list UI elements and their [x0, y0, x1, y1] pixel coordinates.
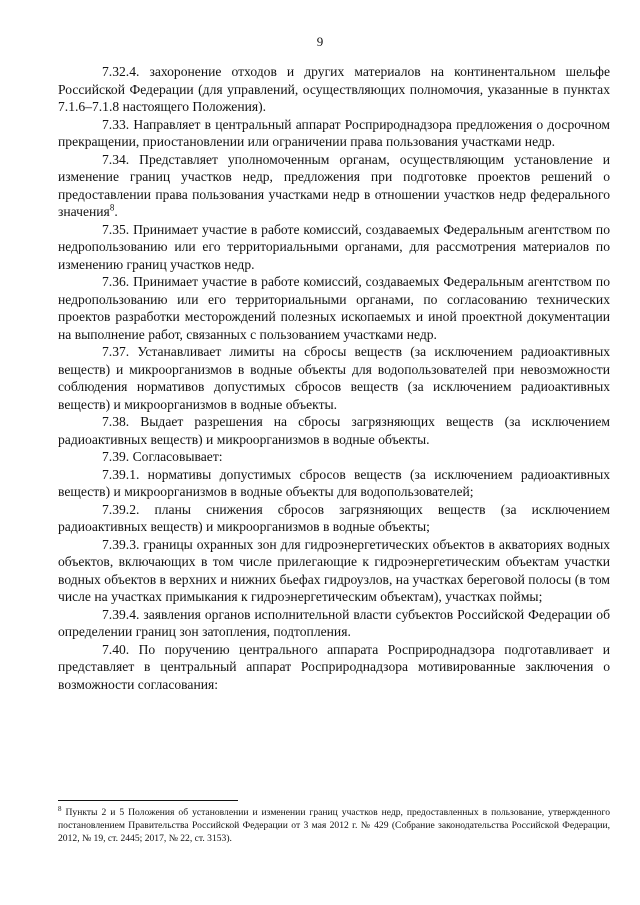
paragraph-7-36: 7.36. Принимает участие в работе комиссий, создаваемых Федеральным агентством по недропользованию или его территориальными органами, по согласованию технических проектов разработки месторождений полезных ископаемых и иной проектной документации на выполнение работ, связанных с пользованием участками недр. — [58, 274, 610, 342]
paragraph-7-32-4: 7.32.4. захоронение отходов и других материалов на континентальном шельфе Российской Федерации (для управлений, осуществляющих полномочия, указанные в пунктах 7.1.6–7.1.8 настоящего Положения). — [58, 64, 610, 114]
paragraph-7-35: 7.35. Принимает участие в работе комиссий, создаваемых Федеральным агентством по недропользованию или его территориальными органами, для рассмотрения материалов по изменению границ участков недр. — [58, 221, 610, 272]
paragraph-7-33: 7.33. Направляет в центральный аппарат Росприроднадзора предложения о досрочном прекращении, приостановлении или ограничении права пользования участками недр. — [58, 116, 610, 149]
paragraph-7-38: 7.38. Выдает разрешения на сбросы загрязняющих веществ (за исключением радиоактивных веществ) и микроорганизмов в водные объекты. — [58, 414, 610, 447]
footnote-marker: 8 — [58, 804, 62, 813]
document-body — [58, 63, 610, 693]
footnote-8: $^8$ Пункты 2 и 5 Положения об установлении и изменении границ участков недр, предоставленных в пользование, утвержденного постановлением Правительства Российской Федерации от 3 мая 2012 г. № 429 (Собрание законодательства Российской Федерации, 2012, № 19, ст. 2445; 2017, № 22, ст. 3153). — [58, 804, 610, 844]
paragraph-7-39: 7.39. Согласовывает: — [102, 449, 223, 464]
page-number: 9 — [316, 34, 324, 49]
footnote-ref-8[interactable]: 8 — [109, 202, 115, 213]
paragraph-7-34: 7.34. Представляет уполномоченным органам, осуществляющим установление и изменение границ участков недр, предложения при подготовке проектов решений о предоставлении права пользования участками недр в отношении участков недр федерального значения$^8$. — [58, 151, 610, 219]
paragraph-7-39-4: 7.39.4. заявления органов исполнительной власти субъектов Российской Федерации об определении границ зон затопления, подтопления. — [58, 606, 610, 639]
paragraph-7-40: 7.40. По поручению центрального аппарата Росприроднадзора подготавливает и представляет в центральный аппарат Росприроднадзора мотивированные заключения о возможности согласования: — [58, 641, 610, 692]
paragraph-7-39-2: 7.39.2. планы снижения сбросов загрязняющих веществ (за исключением радиоактивных веществ) и микроорганизмов в водные объекты; — [58, 501, 610, 534]
paragraph-7-37: 7.37. Устанавливает лимиты на сбросы веществ (за исключением радиоактивных веществ) и микроорганизмов в водные объекты для водопользователей при невозможности соблюдения нормативов допустимых сбросов веществ (за исключением радиоактивных веществ) и микроорганизмов в водные объекты. — [58, 344, 610, 412]
paragraph-7-39-1: 7.39.1. нормативы допустимых сбросов веществ (за исключением радиоактивных веществ) и микроорганизмов в водные объекты для водопользователей; — [58, 466, 610, 499]
paragraph-7-39-3: 7.39.3. границы охранных зон для гидроэнергетических объектов в акваториях водных объектов, включающих в том числе прилегающие к гидроэнергетическим объектам участки водных объектов в верхних и нижних бьефах гидроузлов, на участках береговой полосы (в том числе на участках примыкания к гидроэнергетическим объектам), участках поймы; — [58, 536, 610, 604]
footnote-divider — [58, 800, 238, 801]
